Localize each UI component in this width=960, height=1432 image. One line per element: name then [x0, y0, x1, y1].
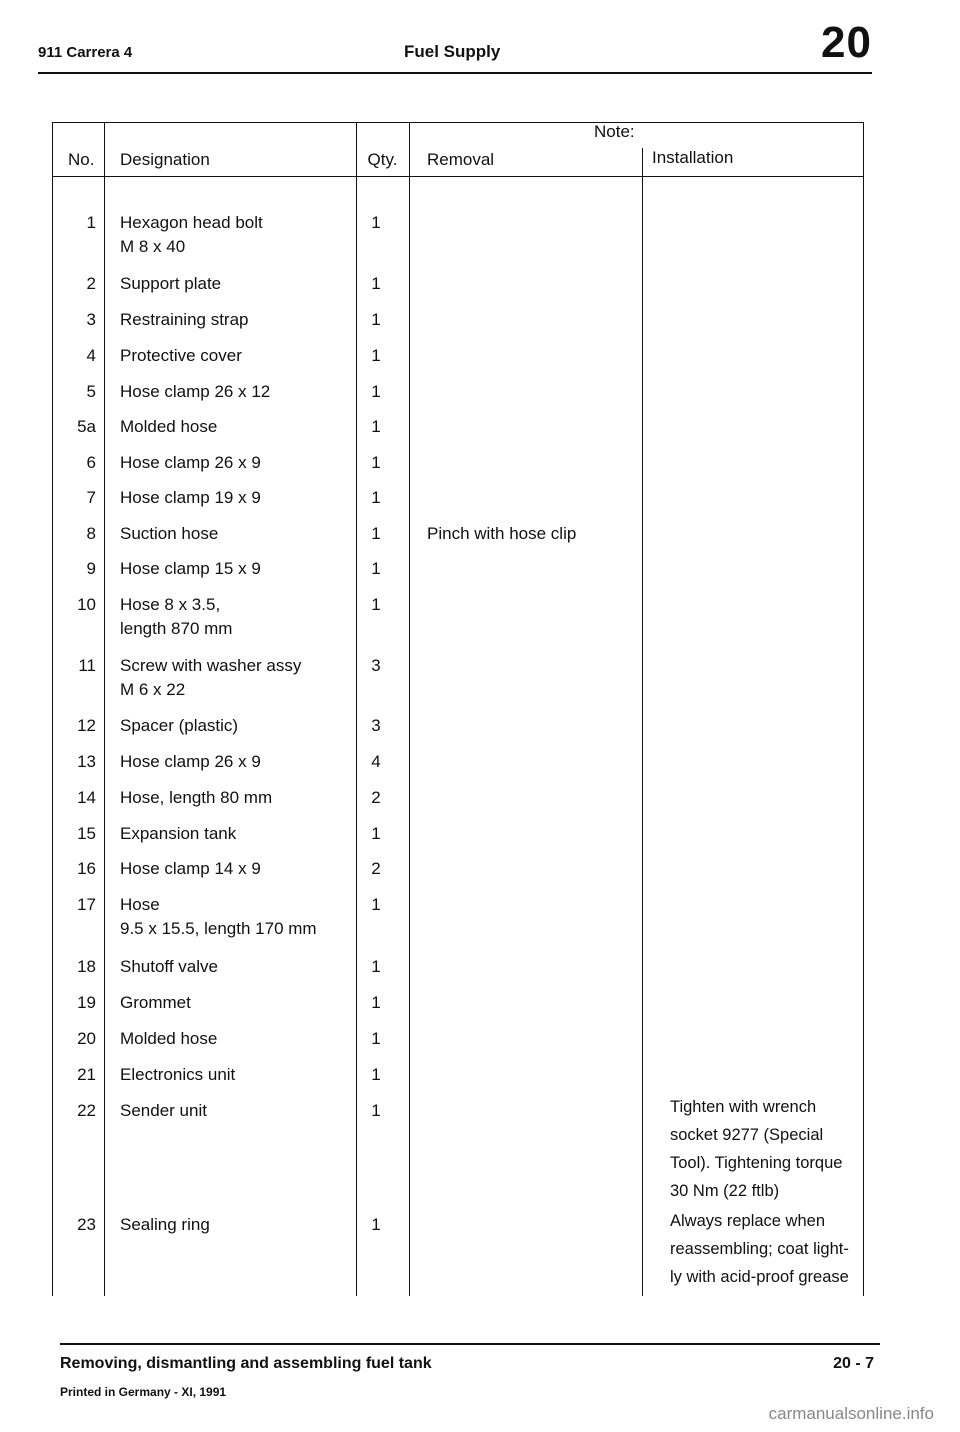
designation-line: Sealing ring: [120, 1215, 210, 1234]
item-number: 5a: [77, 417, 96, 436]
item-number: 17: [77, 895, 96, 914]
parts-table: [52, 122, 864, 1296]
item-designation: [120, 1027, 356, 1051]
item-quantity: 1: [371, 417, 381, 436]
page-header: [38, 20, 872, 74]
item-quantity: 1: [371, 824, 381, 843]
installation-line: Tool). Tightening torque: [670, 1154, 843, 1172]
section-title: Fuel Supply: [404, 42, 501, 61]
removal-note: Pinch with hose clip: [427, 524, 577, 543]
item-designation: [120, 451, 356, 475]
footer-title: Removing, dismantling and assembling fuel tank: [60, 1355, 432, 1372]
designation-line: Electronics unit: [120, 1065, 236, 1084]
item-number: 1: [86, 213, 96, 232]
designation-line: Hose 8 x 3.5,: [120, 595, 221, 614]
item-number: 16: [77, 859, 96, 878]
item-quantity: 1: [371, 1101, 381, 1120]
designation-line: Support plate: [120, 274, 222, 293]
item-number: 20: [77, 1029, 96, 1048]
column-divider-removal: [642, 148, 643, 1296]
installation-line: ly with acid-proof grease: [670, 1268, 849, 1286]
item-quantity: 1: [371, 895, 381, 914]
designation-line: Sender unit: [120, 1101, 207, 1120]
item-quantity: 1: [371, 1215, 381, 1234]
item-designation: [120, 714, 356, 738]
item-number: 4: [86, 346, 96, 365]
item-designation: [120, 308, 356, 332]
item-number: 3: [86, 310, 96, 329]
column-divider-no: [104, 122, 105, 1296]
group-number: 20: [821, 18, 872, 67]
designation-line: Shutoff valve: [120, 957, 218, 976]
item-number: 18: [77, 957, 96, 976]
item-designation: [120, 593, 356, 641]
item-designation: [120, 211, 356, 259]
item-quantity: 1: [371, 957, 381, 976]
item-number: 19: [77, 993, 96, 1012]
item-number: 7: [86, 488, 96, 507]
column-header-removal: Removal: [427, 150, 495, 169]
designation-line: Molded hose: [120, 1029, 218, 1048]
item-designation: [120, 955, 356, 979]
designation-line: length 870 mm: [120, 619, 233, 638]
item-number: 9: [86, 559, 96, 578]
designation-line: Protective cover: [120, 346, 242, 365]
item-number: 13: [77, 752, 96, 771]
page-number: 20 - 7: [833, 1355, 874, 1372]
item-designation: [120, 1099, 356, 1123]
note-label: Note:: [594, 122, 635, 141]
installation-note: [670, 1207, 870, 1291]
item-quantity: 3: [371, 716, 381, 735]
designation-line: Hose clamp 26 x 12: [120, 382, 271, 401]
designation-line: Grommet: [120, 993, 191, 1012]
item-number: 23: [77, 1215, 96, 1234]
designation-line: M 6 x 22: [120, 680, 186, 699]
item-designation: [120, 1213, 356, 1237]
column-header-installation: Installation: [652, 148, 734, 167]
designation-line: Restraining strap: [120, 310, 249, 329]
designation-line: M 8 x 40: [120, 237, 186, 256]
item-number: 21: [77, 1065, 96, 1084]
item-number: 6: [86, 453, 96, 472]
installation-line: socket 9277 (Special: [670, 1126, 824, 1144]
item-designation: [120, 893, 356, 941]
item-number: 5: [86, 382, 96, 401]
designation-line: 9.5 x 15.5, length 170 mm: [120, 919, 317, 938]
model-name: 911 Carrera 4: [38, 44, 133, 61]
item-designation: [120, 272, 356, 296]
item-quantity: 1: [371, 1029, 381, 1048]
item-number: 10: [77, 595, 96, 614]
item-designation: [120, 786, 356, 810]
item-designation: [120, 654, 356, 702]
designation-line: Hose clamp 15 x 9: [120, 559, 261, 578]
watermark: carmanualsonline.info: [768, 1404, 934, 1423]
item-number: 15: [77, 824, 96, 843]
installation-line: 30 Nm (22 ftlb): [670, 1182, 780, 1200]
item-designation: [120, 822, 356, 846]
item-number: 22: [77, 1101, 96, 1120]
item-quantity: 2: [371, 788, 381, 807]
item-designation: [120, 557, 356, 581]
item-designation: [120, 415, 356, 439]
designation-line: Hose, length 80 mm: [120, 788, 273, 807]
designation-line: Hose clamp 14 x 9: [120, 859, 261, 878]
item-number: 14: [77, 788, 96, 807]
item-number: 2: [86, 274, 96, 293]
designation-line: Expansion tank: [120, 824, 237, 843]
item-quantity: 1: [371, 559, 381, 578]
item-quantity: 4: [371, 752, 381, 771]
item-designation: [120, 486, 356, 510]
item-quantity: 2: [371, 859, 381, 878]
column-divider-qty: [409, 122, 410, 1296]
item-quantity: 1: [371, 1065, 381, 1084]
table-border-top: [52, 122, 864, 123]
item-quantity: 1: [371, 453, 381, 472]
item-quantity: 1: [371, 488, 381, 507]
item-designation: [120, 380, 356, 404]
designation-line: Molded hose: [120, 417, 218, 436]
item-quantity: 1: [371, 595, 381, 614]
item-quantity: 1: [371, 524, 381, 543]
page-footer: [60, 1343, 880, 1399]
item-quantity: 1: [371, 346, 381, 365]
print-info: Printed in Germany - XI, 1991: [60, 1385, 227, 1399]
item-number: 12: [77, 716, 96, 735]
designation-line: Spacer (plastic): [120, 716, 239, 735]
installation-note: [670, 1093, 870, 1205]
designation-line: Hose clamp 19 x 9: [120, 488, 261, 507]
column-header-qty: Qty.: [367, 150, 398, 169]
designation-line: Hexagon head bolt: [120, 213, 263, 232]
item-number: 8: [86, 524, 96, 543]
item-quantity: 1: [371, 310, 381, 329]
item-quantity: 1: [371, 993, 381, 1012]
item-designation: [120, 991, 356, 1015]
item-quantity: 3: [371, 656, 381, 675]
item-designation: [120, 522, 356, 546]
designation-line: Suction hose: [120, 524, 219, 543]
column-header-no: No.: [68, 150, 95, 169]
item-quantity: 1: [371, 382, 381, 401]
item-designation: [120, 344, 356, 368]
installation-line: Tighten with wrench: [670, 1098, 817, 1116]
item-number: 11: [78, 656, 96, 675]
item-quantity: 1: [371, 213, 381, 232]
designation-line: Hose clamp 26 x 9: [120, 752, 261, 771]
column-header-designation: Designation: [120, 150, 210, 169]
installation-line: Always replace when: [670, 1212, 825, 1230]
item-designation: [120, 750, 356, 774]
designation-line: Hose: [120, 895, 160, 914]
item-quantity: 1: [371, 274, 381, 293]
installation-line: reassembling; coat light-: [670, 1240, 849, 1258]
header-separator: [52, 176, 864, 177]
item-designation: [120, 1063, 356, 1087]
item-designation: [120, 857, 356, 881]
designation-line: Hose clamp 26 x 9: [120, 453, 261, 472]
designation-line: Screw with washer assy: [120, 656, 302, 675]
